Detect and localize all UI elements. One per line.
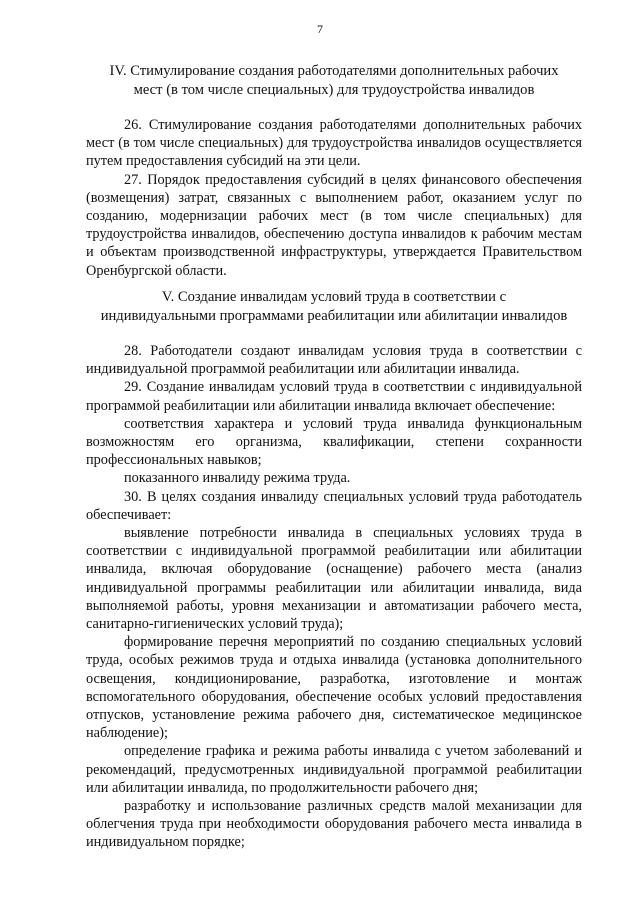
list-item-conformity: соответствия характера и условий труда инвалида функциональным возможностям его организма, квалификации, степени сохранности профессиональных навыков;: [86, 415, 582, 469]
paragraph-29: 29. Создание инвалидам условий труда в соответствии с индивидуальной программой реабилитации или абилитации инвалида включает обеспечение:: [86, 379, 582, 414]
section-v-heading-line-1: V. Создание инвалидам условий труда в соответствии с: [161, 289, 507, 305]
paragraph-27: 27. Порядок предоставления субсидий в целях финансового обеспечения (возмещения) затрат, связанных с выполнением работ, оказанием услуг по созданию, модернизации рабочих мест (в том числе специальных) для трудоустройства инвалидов, обеспечению доступа инвалидов к рабочим местам и объектам производственной инфраструктуры, утверждается Правительством Оренбургской области.: [86, 171, 582, 279]
section-iv-heading-line-2: мест (в том числе специальных) для трудоустройства инвалидов: [133, 82, 535, 98]
section-iv: [86, 62, 582, 100]
section-v-heading-line-2: индивидуальными программами реабилитации или абилитации инвалидов: [100, 308, 568, 324]
page-number: 7: [317, 22, 323, 36]
section-iv-heading-line-1: IV. Стимулирование создания работодателями дополнительных рабочих: [109, 63, 559, 79]
section-iv-body: [86, 116, 582, 280]
section-v-body: [86, 342, 582, 852]
list-item-mechanization: разработку и использование различных средств малой механизации для облегчения труда при необходимости оборудования рабочего места инвалида в индивидуальном порядке;: [86, 798, 582, 851]
list-item-work-regime: показанного инвалиду режима труда.: [124, 470, 351, 487]
paragraph-26: 26. Стимулирование создания работодателями дополнительных рабочих мест (в том числе специальных) для трудоустройства инвалидов осуществляется путем предоставления субсидий на эти цели.: [86, 117, 582, 170]
section-v: [86, 288, 582, 326]
list-item-measures-list: формирование перечня мероприятий по созданию специальных условий труда, особых режимов труда и отдыха инвалида (установка дополнительного освещения, кондиционирование, разработка, изготовление и монтаж вспомогательного оборудования, обеспечение особых условий предоставления отпусков, установление режима рабочего дня, систематическое медицинское наблюдение);: [86, 634, 582, 742]
paragraph-30: 30. В целях создания инвалиду специальных условий труда работодатель обеспечивает:: [86, 488, 582, 523]
paragraph-28: 28. Работодатели создают инвалидам условия труда в соответствии с индивидуальной программой реабилитации или абилитации инвалида.: [86, 343, 582, 378]
list-item-needs-identification: выявление потребности инвалида в специальных условиях труда в соответствии с индивидуальной программой реабилитации или абилитации инвалида, включая оборудование (оснащение) рабочего места (анализ индивидуальной программы реабилитации или абилитации инвалида, вида выполняемой работы, уровня механизации и автоматизации рабочего места, санитарно-гигиенических условий труда);: [86, 525, 582, 633]
list-item-schedule: определение графика и режима работы инвалида с учетом заболеваний и рекомендаций, предусмотренных индивидуальной программой реабилитации или абилитации инвалида, по продолжительности рабочего дня;: [86, 743, 582, 796]
